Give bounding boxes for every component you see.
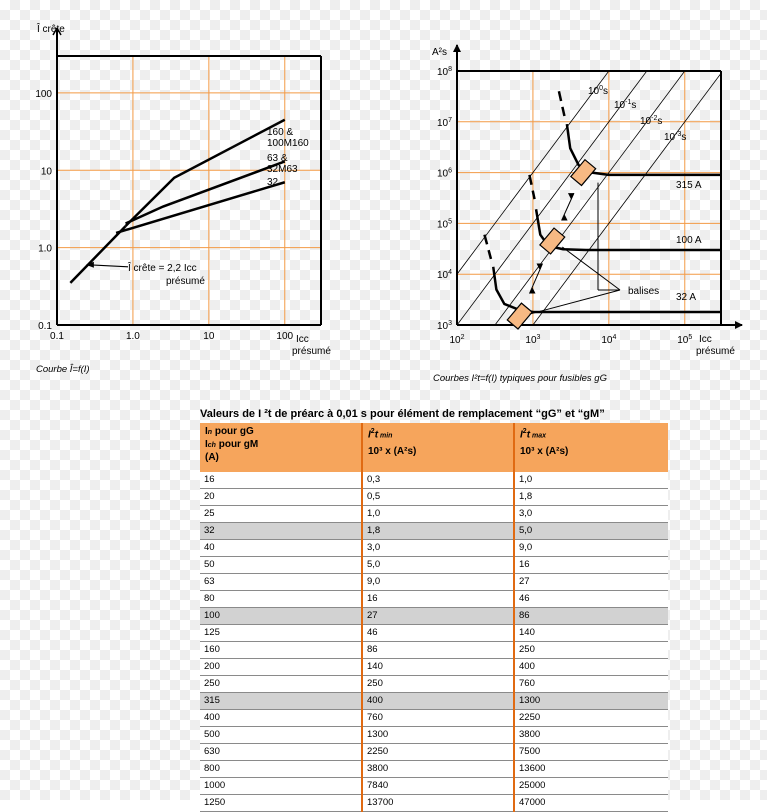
chart1-y-axis-label: Î crête [37,24,65,35]
chart2-caption: Courbes I²t=f(I) typiques pour fusibles gG [433,373,607,384]
chart2-x-tick-label: $10^5$ [677,334,693,346]
chart2-time-label: $10^{-1}s$ [614,99,637,111]
cell-min: 3,0 [362,540,514,557]
chart2-marker-link [562,193,574,220]
table-row [200,557,668,574]
table-row [200,472,668,489]
table-row [200,625,668,642]
cell-min: 0,5 [362,489,514,506]
chart1-asymptote-label: présumé [166,275,205,287]
chart2-series-dash [559,91,565,116]
table-row [200,693,668,710]
chart2-y-tick-label: $10^6$ [436,167,452,180]
table-row [200,659,668,676]
chart1-x-tick-label: 100 [276,331,294,342]
cell-in: 800 [200,761,362,778]
chart1-series-label: 32 [267,177,279,188]
cell-in: 32 [200,523,362,540]
cell-min: 250 [362,676,514,693]
cell-min: 7840 [362,778,514,795]
cell-in: 40 [200,540,362,557]
header-i2t-max: $I^2t$ max 10³ x (A²s) [514,423,668,472]
cell-min: 86 [362,642,514,659]
cell-min: 46 [362,625,514,642]
cell-max: 140 [514,625,668,642]
table-row [200,744,668,761]
cell-max: 9,0 [514,540,668,557]
chart2-marker [571,160,596,186]
table-row [200,676,668,693]
cell-max: 2250 [514,710,668,727]
cell-in: 315 [200,693,362,710]
cell-in: 1250 [200,795,362,812]
cell-max: 3800 [514,727,668,744]
cell-max: 7500 [514,744,668,761]
cell-in: 500 [200,727,362,744]
table-row [200,506,668,523]
cell-in: 200 [200,659,362,676]
chart1-x-axis-label: Icc [296,334,309,345]
chart2-time-label: $10^0s$ [588,85,609,97]
cell-in: 50 [200,557,362,574]
cell-in: 250 [200,676,362,693]
chart2-time-label: $10^{-3}s$ [664,131,687,143]
chart2-x-tick-label: $10^2$ [449,334,465,346]
chart2-x-axis-label: Icc [699,334,712,345]
chart2-x-tick-label: $10^3$ [525,334,541,346]
table-row [200,761,668,778]
header-i2t-min: $I^2t$ min 10³ x (A²s) [362,423,514,472]
chart1-y-tick-label: 0.1 [38,321,52,332]
cell-min: 0,3 [362,472,514,489]
table-row [200,778,668,795]
cell-in: 630 [200,744,362,761]
chart2-series-curve [493,267,721,312]
chart2-y-tick-label: $10^4$ [436,269,452,282]
chart2-y-tick-label: $10^3$ [436,320,452,332]
chart1-y-tick-label: 10 [40,166,52,178]
cell-min: 27 [362,608,514,625]
header-rated-current: In pour gG Ich pour gM (A) [200,423,362,472]
cell-min: 13700 [362,795,514,812]
chart1-asymptote-label: Î crête = 2,2 Icc [128,262,197,274]
chart1-series-label: 63 & [267,153,288,164]
cell-max: 5,0 [514,523,668,540]
chart2-y-tick-label: $10^8$ [436,66,452,78]
table-row [200,608,668,625]
table-row [200,574,668,591]
chart2-series-label: 100 A [676,235,702,246]
cell-min: 140 [362,659,514,676]
prearc-table [200,423,668,812]
cell-max: 250 [514,642,668,659]
cell-in: 20 [200,489,362,506]
chart1-y-tick-label: 1.0 [38,243,52,255]
table-row [200,795,668,812]
cell-min: 16 [362,591,514,608]
chart1-x-tick-label: 10 [203,331,215,342]
chart1-series-label: 32M63 [267,164,298,175]
cell-min: 760 [362,710,514,727]
chart1-caption: Courbe Î=f(I) [36,364,90,375]
cell-max: 3,0 [514,506,668,523]
chart2-y-axis-label: A²s [432,47,447,58]
cell-in: 80 [200,591,362,608]
cell-max: 1300 [514,693,668,710]
cell-max: 46 [514,591,668,608]
cell-min: 5,0 [362,557,514,574]
cell-in: 63 [200,574,362,591]
chart2-annotation-arrow [562,247,620,290]
table-row [200,710,668,727]
cell-min: 1,0 [362,506,514,523]
cell-in: 16 [200,472,362,489]
chart1-x-tick-label: 1.0 [125,331,140,342]
cell-min: 1,8 [362,523,514,540]
chart2-marker-rect [571,160,596,186]
table-title: Valeurs de I ²t de préarc à 0,01 s pour élément de remplacement “gG” et “gM” [200,408,605,420]
cell-max: 86 [514,608,668,625]
chart2-marker [540,228,565,254]
cell-min: 3800 [362,761,514,778]
cell-in: 25 [200,506,362,523]
cell-min: 1300 [362,727,514,744]
chart1-series-label: 100M160 [267,138,309,149]
cell-in: 1000 [200,778,362,795]
cell-in: 160 [200,642,362,659]
cell-max: 25000 [514,778,668,795]
cell-max: 47000 [514,795,668,812]
cell-max: 1,8 [514,489,668,506]
chart2-y-tick-label: $10^7$ [436,116,452,129]
cell-min: 2250 [362,744,514,761]
i2t-fuse-chart [0,0,767,400]
chart2-y-tick-label: $10^5$ [436,218,452,231]
chart2-x-axis-label: présumé [696,346,735,357]
chart2-y-axis-arrowhead [453,44,461,52]
cell-in: 400 [200,710,362,727]
chart2-series-label: 315 A [676,180,702,191]
chart2-x-tick-label: $10^4$ [601,334,617,346]
chart2-time-lines [457,0,721,427]
chart1-y-tick-label: 100 [35,88,52,100]
cell-max: 16 [514,557,668,574]
chart2-marker-rect [540,228,565,254]
table-row [200,591,668,608]
cell-max: 1,0 [514,472,668,489]
chart1-series-label: 160 & [267,127,294,138]
chart2-time-label: $10^{-2}s$ [640,115,663,127]
cell-max: 13600 [514,761,668,778]
cell-min: 400 [362,693,514,710]
cell-in: 125 [200,625,362,642]
chart1-x-tick-label: 0.1 [50,331,64,342]
chart2-time-line [457,23,721,376]
cell-in: 100 [200,608,362,625]
table-row [200,523,668,540]
chart2-x-axis-arrowhead [735,321,743,329]
chart2-annotation-arrow [530,290,620,314]
cell-max: 27 [514,574,668,591]
cell-max: 400 [514,659,668,676]
chart2-annotation: balises [628,286,660,297]
table-row [200,489,668,506]
table-header-row [200,423,668,472]
table-row [200,727,668,744]
chart1-x-axis-label: présumé [292,346,331,357]
chart2-marker-link [529,264,542,294]
chart2-series-dash [484,235,490,259]
chart2-series-label: 32 A [676,292,697,303]
table-row [200,642,668,659]
table-row [200,540,668,557]
cell-max: 760 [514,676,668,693]
cell-min: 9,0 [362,574,514,591]
chart2-series-dash [529,175,534,199]
